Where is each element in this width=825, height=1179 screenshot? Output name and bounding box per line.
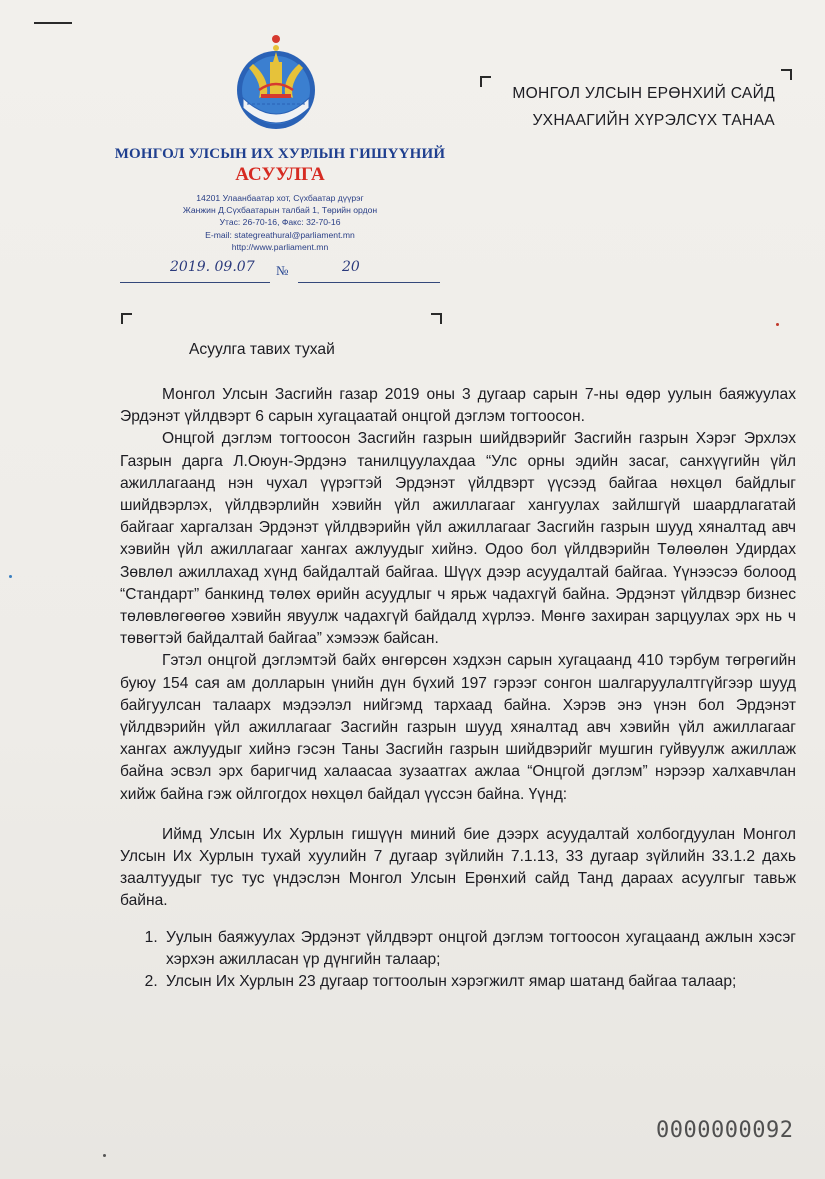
address-line: 14201 Улаанбаатар хот, Сүхбаатар дүүрэг — [196, 193, 364, 203]
body-paragraph: Онцгой дэглэм тогтоосон Засгийн газрын шийдвэрийг Засгийн газрын Хэрэг Эрхлэх Газрын дарга Л.Оюун-Эрдэнэ танилцуулахдаа “Улс орны эдийн засаг, санхүүгийн үйл ажиллагаанд нэн чухал үүрэгтэй Эрдэнэт үйлдвэрт үүсээд байгаа нөхцөл байдлыг шийдвэрлэх, үйлдвэрлийн хэвийн үйл ажиллагааг хангуулах зайлшгүй шаардлагатай байгааг харгалзан Эрдэнэт үйлдвэрийн үйл ажиллагааг Засгийн газрын шууд хяналтад авч хэвийн үйл ажиллагааг хангах ажлуудыг хийнэ. Одоо бол үйлдвэрийн Төлөөлөн Удирдах Зөвлөл ажиллахад хүнд байдалтай байгаа. Шүүх дээр асуудалтай байгаа. Үүнээсээ болоод “Стандарт” банкинд төлөх өрийн асуудлыг ч ярьж чадахгүй байна. Эрдэнэт үйлдвэр бизнес төлөвлөгөөгөө хэвийн явуулж чадахгүй байдалд хүрлээ. Мөнгө захиран зарцуулах эрх нь ч төвөгтэй байдалтай байгаа” хэмээж байсан. — [120, 430, 796, 648]
document-type-heading: АСУУЛГА — [235, 164, 325, 185]
letter-body — [120, 384, 796, 993]
recipient-corner-mark — [781, 69, 792, 80]
recipient-name: УХНААГИЙН ХҮРЭЛСҮХ ТАНАА — [532, 112, 775, 129]
subject-corner-mark — [121, 313, 132, 324]
question-item: 2. Улсын Их Хурлын 23 дугаар тогтоолын хэрэгжилт ямар шатанд байгаа талаар; — [162, 971, 796, 993]
body-paragraph: Монгол Улсын Засгийн газар 2019 оны 3 дугаар сарын 7-ны өдөр уулын баяжуулах Эрдэнэт үйлдвэрт 6 сарын хугацаатай онцгой дэглэм тогтоосон. — [120, 386, 796, 426]
email-line: E-mail: stategreathural@parliament.mn — [205, 229, 355, 240]
question-list — [120, 927, 796, 994]
number-label: № — [276, 263, 289, 278]
paper-speck — [103, 1154, 106, 1157]
top-dash-mark — [34, 22, 72, 24]
body-paragraph: Иймд Улсын Их Хурлын гишүүн миний бие дээрх асуудалтай холбогдуулан Монгол Улсын Их Хурлын тухай хуулийн 7 дугаар зүйлийн 7.1.13, 33 дугаар зүйлийн 33.1.2 дахь заалтуудыг тус тус үндэслэн Монгол Улсын Ерөнхий сайд Танд дараах асуулгыг тавьж байна. — [120, 825, 796, 910]
date-underline — [120, 282, 270, 283]
recipient-block — [475, 80, 775, 134]
subject-corner-mark — [431, 313, 442, 324]
paper-speck — [9, 575, 12, 578]
state-emblem-icon — [233, 34, 319, 138]
address-line: Жанжин Д.Сүхбаатарын талбай 1, Төрийн ордон — [182, 205, 378, 216]
organization-title: МОНГОЛ УЛСЫН ИХ ХУРЛЫН ГИШҮҮНИЙ — [114, 146, 446, 162]
paper-speck — [776, 323, 779, 326]
body-paragraph: Гэтэл онцгой дэглэмтэй байх өнгөрсөн хэдхэн сарын хугацаанд 410 тэрбум төгрөгийн буюу 154 сая ам долларын үнийн дүн бүхий 197 гэрээг сонгон шалгаруулалтгүйгээр шууд байгуулсан талаарх мэдээлэл нийгэмд тархаад байна. Хэрэв энэ үнэн бол Эрдэнэт үйлдвэрийн үйл ажиллагааг Засгийн газрын шууд хяналтад авч хэвийн үйл ажиллагааг хангах ажлуудыг хийнэ гэсэн Таны Засгийн газрын шийдвэрийг мушгин гуйвуулж ажиллаж байна эсвэл эрх баригчид халаасаа зузаатгах ажлаа “Онцгой дэглэм” нэрээр халхавчлан хийж байна гэж ойлгогдох нөхцөл байдал үүссэн байна. Үүнд: — [120, 652, 796, 803]
sender-address-block — [140, 192, 420, 253]
serial-number-stamp: 0000000092 — [656, 1118, 794, 1143]
phone-fax-line: Утас: 26-70-16, Факс: 32-70-16 — [219, 217, 341, 228]
handwritten-date: 2019. 09.07 — [170, 259, 255, 275]
subject-line: Асуулга тавих тухай — [189, 341, 335, 358]
number-underline — [298, 282, 440, 283]
recipient-title: МОНГОЛ УЛСЫН ЕРӨНХИЙ САЙД — [512, 85, 775, 102]
website-line: http://www.parliament.mn — [231, 241, 329, 252]
handwritten-number: 20 — [342, 259, 360, 275]
date-number-line — [120, 257, 440, 287]
question-item: 1. Уулын баяжуулах Эрдэнэт үйлдвэрт онцгой дэглэм тогтоосон хугацаанд ажлын хэсэг хэрхэн ажилласан үр дүнгийн талаар; — [162, 927, 796, 971]
